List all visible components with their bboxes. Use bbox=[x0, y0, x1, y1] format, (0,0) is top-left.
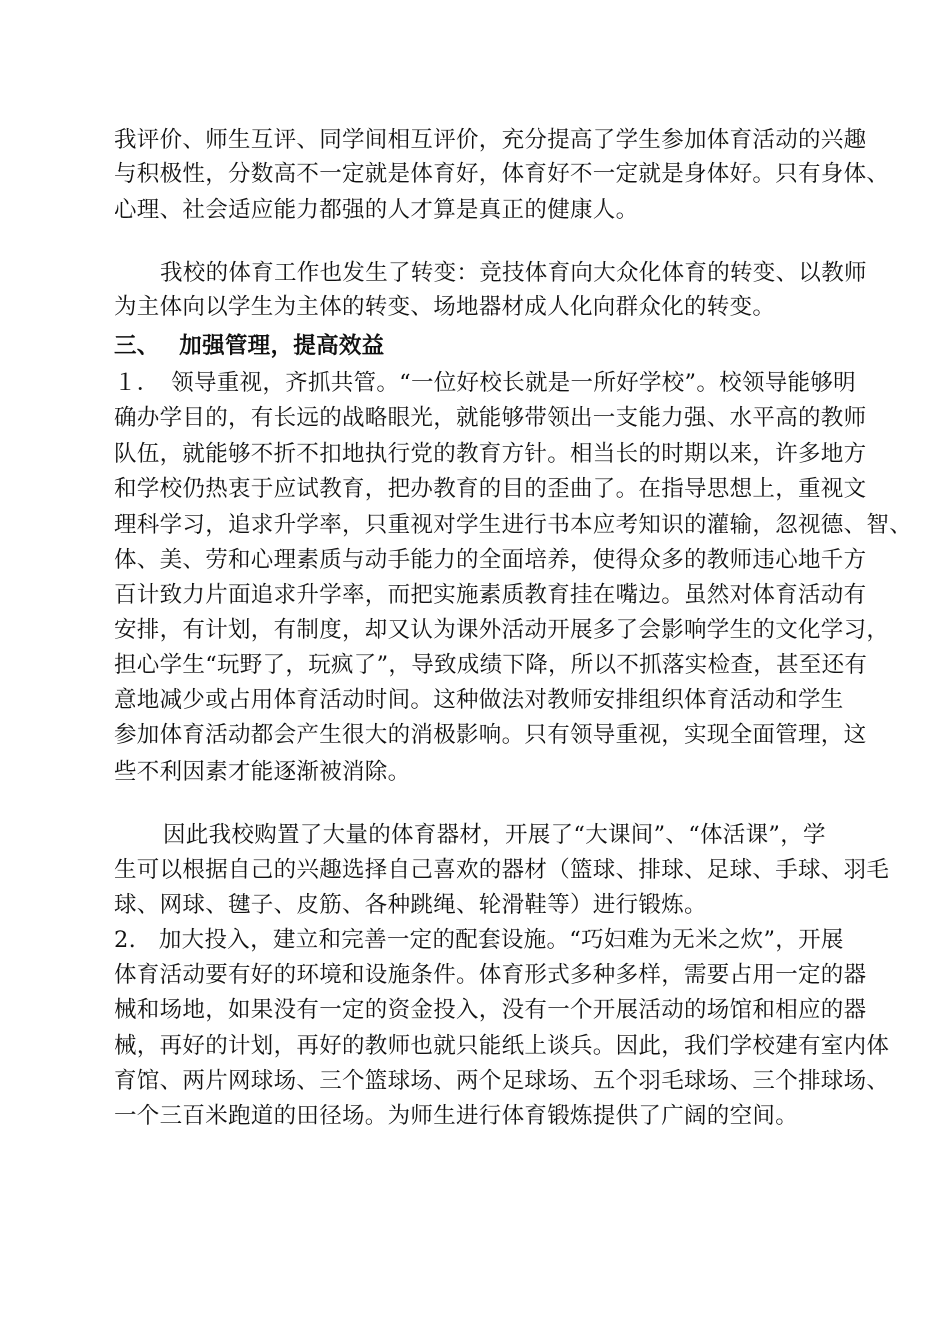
text-line: 球、网球、毽子、皮筋、各种跳绳、轮滑鞋等）进行锻炼。 bbox=[114, 892, 707, 918]
section-heading: 三、 加强管理，提高效益 bbox=[114, 333, 385, 359]
text-line: 为主体向以学生为主体的转变、场地器材成人化向群众化的转变。 bbox=[114, 294, 776, 320]
text-line: 担心学生“玩野了，玩疯了”，导致成绩下降，所以不抓落实检查，甚至还有 bbox=[114, 652, 868, 678]
text-line: 械和场地，如果没有一定的资金投入，没有一个开展活动的场馆和相应的器 bbox=[114, 997, 867, 1023]
text-line: 育馆、两片网球场、三个篮球场、两个足球场、五个羽毛球场、三个排球场、 bbox=[114, 1068, 890, 1094]
text-line: 体、美、劳和心理素质与动手能力的全面培养，使得众多的教师违心地千方 bbox=[114, 547, 867, 573]
text-line: 因此我校购置了大量的体育器材，开展了“大课间”、“体活课”，学 bbox=[163, 822, 826, 848]
text-line: 心理、社会适应能力都强的人才算是真正的健康人。 bbox=[114, 197, 639, 223]
text-line: 与积极性，分数高不一定就是体育好，体育好不一定就是身体好。只有身体、 bbox=[114, 161, 890, 187]
text-line: 一个三百米跑道的田径场。为师生进行体育锻炼提供了广阔的空间。 bbox=[114, 1103, 799, 1129]
text-line: 百计致力片面追求升学率，而把实施素质教育挂在嘴边。虽然对体育活动有 bbox=[114, 582, 867, 608]
text-line: 意地减少或占用体育活动时间。这种做法对教师安排组织体育活动和学生 bbox=[114, 687, 844, 713]
text-line: １． 领导重视，齐抓共管。“一位好校长就是一所好学校”。校领导能够明 bbox=[114, 370, 856, 396]
text-line: 和学校仍热衷于应试教育，把办教育的目的歪曲了。在指导思想上，重视文 bbox=[114, 476, 867, 502]
text-line: 我评价、师生互评、同学间相互评价，充分提高了学生参加体育活动的兴趣 bbox=[114, 127, 867, 153]
text-line: 安排，有计划，有制度，却又认为课外活动开展多了会影响学生的文化学习， bbox=[114, 617, 890, 643]
text-line: 生可以根据自己的兴趣选择自己喜欢的器材（篮球、排球、足球、手球、羽毛 bbox=[114, 857, 890, 883]
text-line: 我校的体育工作也发生了转变：竞技体育向大众化体育的转变、以教师 bbox=[160, 260, 867, 286]
text-line: 些不利因素才能逐渐被消除。 bbox=[114, 759, 411, 785]
text-line: 理科学习，追求升学率，只重视对学生进行书本应考知识的灌输，忽视德、智、 bbox=[114, 512, 913, 538]
text-line: 参加体育活动都会产生很大的消极影响。只有领导重视，实现全面管理，这 bbox=[114, 722, 867, 748]
text-line: 队伍，就能够不折不扣地执行党的教育方针。相当长的时期以来，许多地方 bbox=[114, 441, 867, 467]
text-line: 确办学目的，有长远的战略眼光，就能够带领出一支能力强、水平高的教师 bbox=[114, 405, 867, 431]
text-line: 械，再好的计划，再好的教师也就只能纸上谈兵。因此，我们学校建有室内体 bbox=[114, 1033, 890, 1059]
text-line: 体育活动要有好的环境和设施条件。体育形式多种多样，需要占用一定的器 bbox=[114, 962, 867, 988]
text-line: 2. 加大投入，建立和完善一定的配套设施。“巧妇难为无米之炊”，开展 bbox=[114, 927, 844, 953]
